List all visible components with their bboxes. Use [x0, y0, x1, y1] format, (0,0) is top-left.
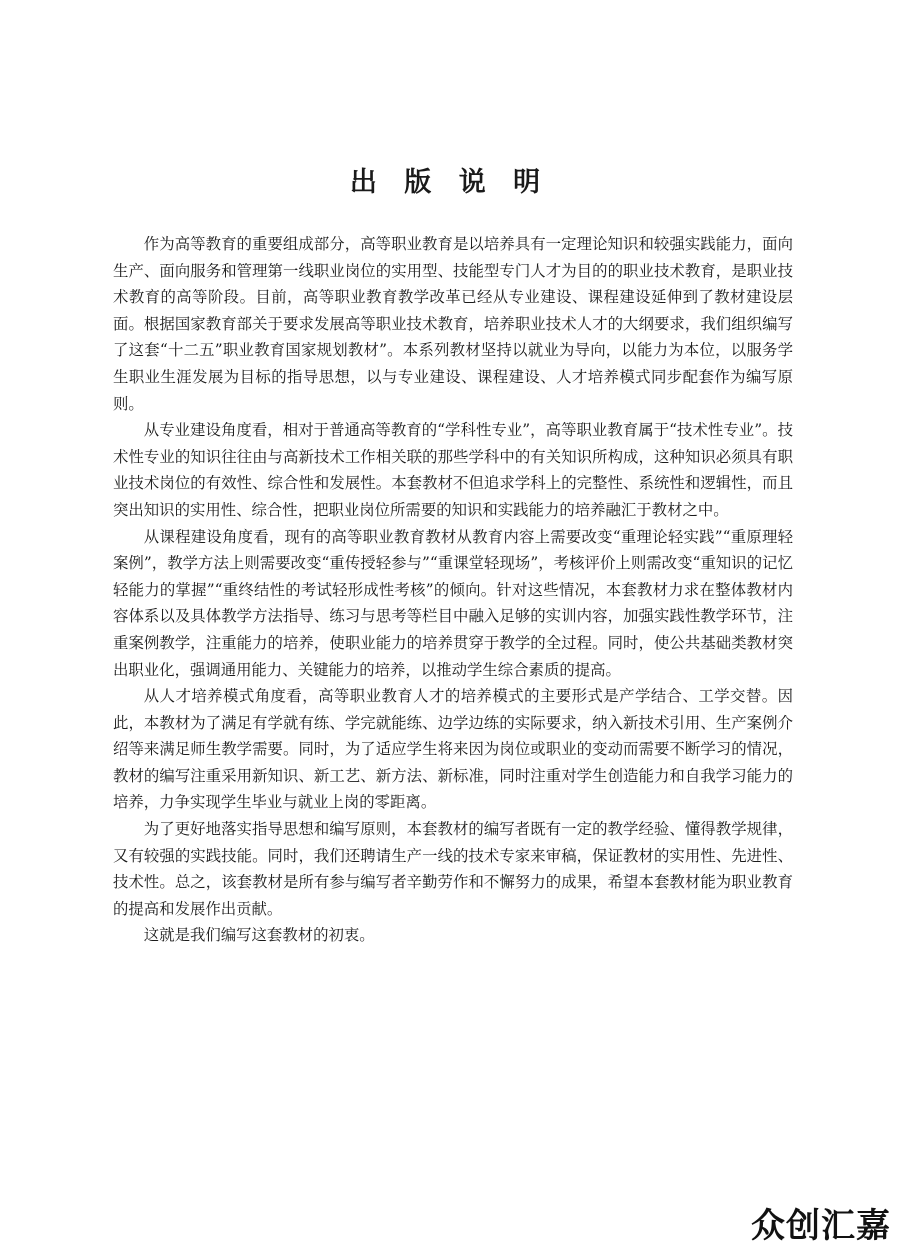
page-title: 出 版 说 明	[349, 167, 550, 198]
paragraph: 这就是我们编写这套教材的初衷。	[143, 926, 375, 945]
watermark-logo: 众创汇嘉	[751, 1206, 891, 1246]
paragraph: 为了更好地落实指导思想和编写原则，本套教材的编写者既有一定的教学经验、懂得教学规律，又有较强的实践技能。同时，我们还聘请生产一线的技术专家来审稿，保证教材的实用性、先进性、技术性。总之，该套教材是所有参与编写者辛勤劳作和不懈努力的成果，希望本套教材能为职业教育的提高和发展作出贡献。	[113, 820, 793, 918]
paragraph: 从课程建设角度看，现有的高等职业教育教材从教育内容上需要改变“重理论轻实践”“重原理轻案例”，教学方法上则需要改变“重传授轻参与”“重课堂轻现场”，考核评价上则需改变“重知识的记忆轻能力的掌握”“重终结性的考试轻形成性考核”的倾向。针对这些情况，本套教材力求在整体教材内容体系以及具体教学方法指导、练习与思考等栏目中融入足够的实训内容，加强实践性教学环节，注重案例教学，注重能力的培养，使职业能力的培养贯穿于教学的全过程。同时，使公共基础类教材突出职业化，强调通用能力、关键能力的培养，以推动学生综合素质的提高。	[113, 527, 793, 679]
paragraph: 从专业建设角度看，相对于普通高等教育的“学科性专业”，高等职业教育属于“技术性专业”。技术性专业的知识往往由与高新技术工作相关联的那些学科中的有关知识所构成，这种知识必须具有职业技术岗位的有效性、综合性和发展性。本套教材不但追求学科上的完整性、系统性和逻辑性，而且突出知识的实用性、综合性，把职业岗位所需要的知识和实践能力的培养融汇于教材之中。	[113, 421, 793, 519]
body-text	[113, 231, 793, 949]
paragraph: 作为高等教育的重要组成部分，高等职业教育是以培养具有一定理论知识和较强实践能力，面向生产、面向服务和管理第一线职业岗位的实用型、技能型专门人才为目的的职业技术教育，是职业技术教育的高等阶段。目前，高等职业教育教学改革已经从专业建设、课程建设延伸到了教材建设层面。根据国家教育部关于要求发展高等职业技术教育，培养职业技术人才的大纲要求，我们组织编写了这套“十二五”职业教育国家规划教材”。本系列教材坚持以就业为导向，以能力为本位，以服务学生职业生涯发展为目标的指导思想，以与专业建设、课程建设、人才培养模式同步配套作为编写原则。	[113, 235, 793, 413]
paragraph: 从人才培养模式角度看，高等职业教育人才的培养模式的主要形式是产学结合、工学交替。因此，本教材为了满足有学就有练、学完就能练、边学边练的实际要求，纳入新技术引用、生产案例介绍等来满足师生教学需要。同时，为了适应学生将来因为岗位或职业的变动而需要不断学习的情况，教材的编写注重采用新知识、新工艺、新方法、新标准，同时注重对学生创造能力和自我学习能力的培养，力争实现学生毕业与就业上岗的零距离。	[113, 687, 793, 812]
